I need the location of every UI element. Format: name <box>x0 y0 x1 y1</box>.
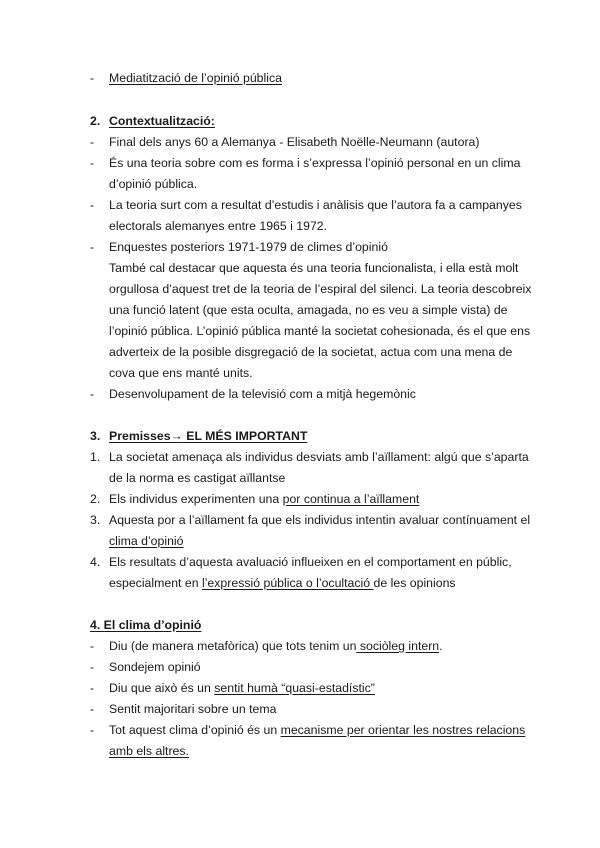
paragraph-line: cova que ens manté units. <box>109 366 253 380</box>
section-heading <box>109 114 215 129</box>
list-item: La teoria surt com a resultat d’estudis i anàlisis que l’autora fa a campanyes <box>109 198 522 212</box>
list-number: 1. <box>90 450 101 464</box>
list-number: 2. <box>90 492 101 506</box>
list-item-continuation <box>109 576 456 591</box>
underlined-text: l’expressió pública o l’ocultació <box>201 576 374 590</box>
list-marker: - <box>90 71 95 85</box>
text-run: Els individus experimenten una <box>109 492 283 506</box>
list-item: Desenvolupament de la televisió com a mitjà hegemònic <box>109 387 416 401</box>
list-marker: - <box>90 240 95 254</box>
list-item: Els resultats d’aquesta avaluació influeixen en el comportament en públic, <box>109 555 512 569</box>
list-marker: - <box>90 387 95 401</box>
underlined-text: amb els altres. <box>109 744 189 758</box>
text-run: especialment en <box>109 576 202 590</box>
paragraph-line: orgullosa d’aquest tret de la teoria de l’espiral del silenci. La teoria descobreix <box>109 282 532 296</box>
underlined-text: mecanisme per orientar les nostres relacions <box>280 723 526 737</box>
list-marker: - <box>90 198 95 212</box>
text-run: Diu que això és un <box>109 681 215 695</box>
text-run: de les opinions <box>373 576 456 590</box>
section-heading <box>90 618 201 633</box>
list-item-continuation: de la norma es castigat aïllantse <box>109 471 286 485</box>
section-heading <box>109 429 307 444</box>
list-marker: - <box>90 660 95 674</box>
paragraph-line: una funció latent (que esta oculta, amagada, no es veu a simple vista) de <box>109 303 508 317</box>
paragraph-line: També cal destacar que aquesta és una teoria funcionalista, i ella està molt <box>109 261 519 275</box>
list-number: 4. <box>90 555 101 569</box>
section-number: 2. <box>90 114 101 128</box>
list-item: Sondejem opinió <box>109 660 201 674</box>
list-marker: - <box>90 702 95 716</box>
section-title: 4. El clima d’opinió <box>90 618 202 632</box>
list-item-continuation <box>109 744 189 759</box>
list-item <box>109 723 525 738</box>
list-item <box>109 492 419 507</box>
list-item: Aquesta por a l’aïllament fa que els individus intentin avaluar contínuament el <box>109 513 531 527</box>
list-marker: - <box>90 156 95 170</box>
list-item <box>109 639 443 654</box>
underlined-text: sentit humà “quasi-estadístic” <box>214 681 375 695</box>
paragraph-line: l’opinió pública. L’opinió pública manté la societat cohesionada, és el que ens <box>109 324 531 338</box>
list-item-continuation: d’opinió pública. <box>109 177 198 191</box>
underlined-text: clima d’opinió <box>109 534 184 548</box>
text-run: Tot aquest clima d’opinió és un <box>109 723 281 737</box>
list-item: La societat amenaça als individus desviats amb l’aïllament: algú que s’aparta <box>109 450 529 464</box>
paragraph-line: adverteix de la posible disgregació de la societat, actua com una mena de <box>109 345 513 359</box>
section-title-main: Premisses <box>109 429 171 443</box>
underlined-text: por continua a l’aïllament <box>282 492 420 506</box>
section-number: 3. <box>90 429 101 443</box>
list-number: 3. <box>90 513 101 527</box>
intro-item <box>109 71 282 86</box>
section-title <box>109 429 307 443</box>
list-marker: - <box>90 639 95 653</box>
section-title: Contextualització: <box>109 114 215 128</box>
arrow-icon: → <box>170 429 183 443</box>
list-marker: - <box>90 135 95 149</box>
list-item: Sentit majoritari sobre un tema <box>109 702 277 716</box>
list-item <box>109 681 375 696</box>
underlined-text: Mediatització de l’opinió pública <box>109 71 282 85</box>
list-item: És una teoria sobre com es forma i s’expressa l’opinió personal en un clima <box>109 156 521 170</box>
list-marker: - <box>90 681 95 695</box>
section-title-emphasis: EL MÉS IMPORTANT <box>182 429 308 443</box>
list-marker: - <box>90 723 95 737</box>
list-item: Enquestes posteriors 1971-1979 de climes d’opinió <box>109 240 388 254</box>
text-run: Diu (de manera metafòrica) que tots tenim un <box>109 639 357 653</box>
list-item-continuation: electorals alemanyes entre 1965 i 1972. <box>109 219 328 233</box>
underlined-text: sociòleg intern <box>356 639 440 653</box>
list-item-continuation <box>109 534 184 549</box>
list-item: Final dels anys 60 a Alemanya - Elisabeth Noëlle-Neumann (autora) <box>109 135 480 149</box>
text-run: . <box>439 639 443 653</box>
